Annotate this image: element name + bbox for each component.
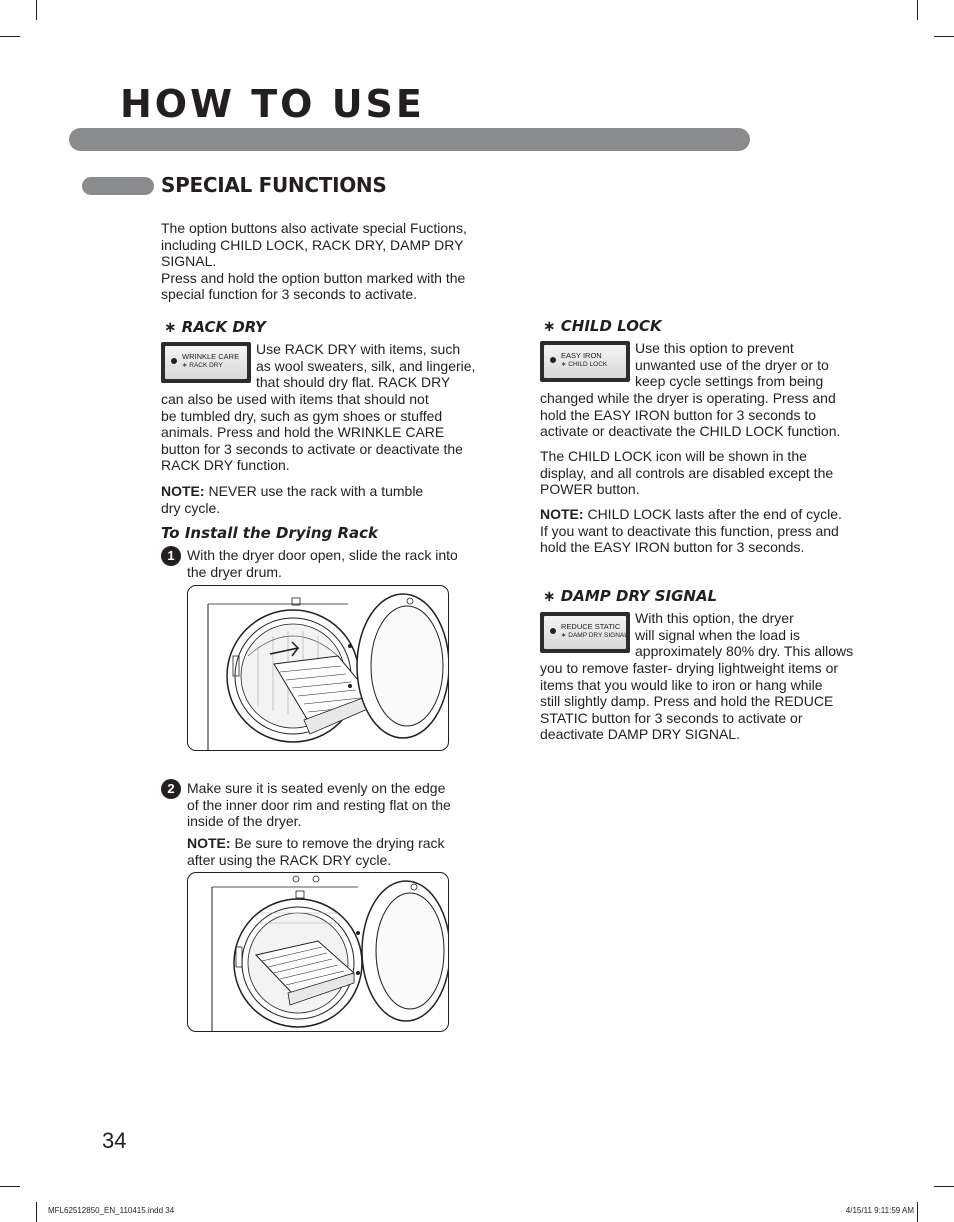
intro-line: Press and hold the option button marked with the xyxy=(161,269,466,286)
text-line xyxy=(187,835,445,852)
rack-seated-illustration xyxy=(187,872,449,1032)
panel-label: REDUCE STATIC xyxy=(561,622,621,631)
crop-mark xyxy=(0,1186,20,1187)
text-line: keep cycle settings from being xyxy=(635,373,824,390)
note-text: CHILD LOCK lasts after the end of cycle. xyxy=(583,506,842,522)
text-line: With the dryer door open, slide the rack into xyxy=(187,547,458,563)
rack-insertion-illustration xyxy=(187,585,449,751)
footer-file-info: MFL62512850_EN_110415.indd 34 xyxy=(48,1206,175,1215)
text-line: changed while the dryer is operating. Press and xyxy=(540,390,836,406)
crop-mark xyxy=(934,1186,954,1187)
text-line xyxy=(540,506,842,523)
crop-mark xyxy=(917,0,918,20)
text-line: as wool sweaters, silk, and lingerie, xyxy=(256,357,476,374)
note-label: NOTE: xyxy=(540,506,584,522)
damp-dry-signal-heading: ∗ DAMP DRY SIGNAL xyxy=(543,587,718,605)
crop-mark xyxy=(917,1202,918,1222)
step-2-text xyxy=(187,780,451,830)
text-line: still slightly damp. Press and hold the REDUCE xyxy=(540,693,834,710)
text-line: that should dry flat. RACK DRY xyxy=(256,374,451,391)
text-line: you to remove faster- drying lightweight items or xyxy=(540,660,839,676)
intro-line: SIGNAL. xyxy=(161,253,217,270)
step-2-note xyxy=(187,835,445,868)
easy-iron-button-panel xyxy=(540,341,630,382)
rack-dry-side-text xyxy=(256,341,475,391)
step-2-number: 2 xyxy=(161,779,181,799)
text-line: items that you would like to iron or hang while xyxy=(540,676,823,693)
text-line: deactivate DAMP DRY SIGNAL. xyxy=(540,726,740,743)
text-line: dry cycle. xyxy=(161,499,221,516)
child-lock-heading: ∗ CHILD LOCK xyxy=(543,317,662,335)
intro-paragraph xyxy=(161,220,467,303)
text-line: display, and all controls are disabled except the xyxy=(540,464,834,481)
note-text: NEVER use the rack with a tumble xyxy=(204,483,424,499)
page-header-title: HOW TO USE xyxy=(120,82,425,126)
panel-label: EASY IRON xyxy=(561,351,602,360)
intro-line: including CHILD LOCK, RACK DRY, DAMP DRY xyxy=(161,236,464,253)
text-line: button for 3 seconds to activate or deactivate the xyxy=(161,440,463,457)
text-line: RACK DRY function. xyxy=(161,457,290,474)
crop-mark xyxy=(36,1202,37,1222)
reduce-static-button-panel xyxy=(540,612,630,653)
intro-line: The option buttons also activate special Fuctions, xyxy=(161,220,467,236)
note-label: NOTE: xyxy=(187,835,231,851)
note-label: NOTE: xyxy=(161,483,205,499)
indicator-dot-icon xyxy=(171,358,177,364)
child-lock-note xyxy=(540,506,842,556)
text-line: activate or deactivate the CHILD LOCK function. xyxy=(540,423,841,440)
panel-sublabel: ∗ RACK DRY xyxy=(182,362,223,369)
crop-mark xyxy=(934,36,954,37)
intro-line: special function for 3 seconds to activate. xyxy=(161,286,418,303)
child-lock-display-info xyxy=(540,448,833,498)
indicator-dot-icon xyxy=(550,628,556,634)
panel-label: WRINKLE CARE xyxy=(182,352,240,361)
text-line: animals. Press and hold the WRINKLE CARE xyxy=(161,424,445,441)
text-line: can also be used with items that should not xyxy=(161,391,429,407)
text-line: Make sure it is seated evenly on the edge xyxy=(187,780,446,796)
dryer-rack-drawing xyxy=(188,586,449,751)
wrinkle-care-button-panel xyxy=(161,342,251,383)
text-line: hold the EASY IRON button for 3 seconds to xyxy=(540,406,817,423)
text-line: With this option, the dryer xyxy=(635,610,794,626)
panel-sublabel: ∗ DAMP DRY SIGNAL xyxy=(561,632,628,639)
install-rack-heading: To Install the Drying Rack xyxy=(161,524,379,542)
indicator-dot-icon xyxy=(550,357,556,363)
text-line: If you want to deactivate this function, press and xyxy=(540,522,839,539)
rack-dry-heading: ∗ RACK DRY xyxy=(164,318,266,336)
child-lock-side-text xyxy=(635,340,829,390)
text-line: be tumbled dry, such as gym shoes or stuffed xyxy=(161,407,443,424)
text-line: inside of the dryer. xyxy=(187,813,302,830)
damp-dry-side-text xyxy=(635,610,853,660)
text-line: the dryer drum. xyxy=(187,563,282,580)
footer-timestamp: 4/15/11 9:11:59 AM xyxy=(845,1206,914,1215)
text-line: Use this option to prevent xyxy=(635,340,794,356)
text-line: unwanted use of the dryer or to xyxy=(635,356,829,373)
text-line: after using the RACK DRY cycle. xyxy=(187,851,392,868)
header-divider-bar xyxy=(69,128,750,151)
section-title: SPECIAL FUNCTIONS xyxy=(161,173,387,197)
text-line: STATIC button for 3 seconds to activate or xyxy=(540,709,803,726)
text-line: approximately 80% dry. This allows xyxy=(635,643,854,660)
text-line: will signal when the load is xyxy=(635,626,800,643)
section-marker xyxy=(82,177,154,195)
note-text: Be sure to remove the drying rack xyxy=(230,835,445,851)
text-line: hold the EASY IRON button for 3 seconds. xyxy=(540,539,805,556)
text-line: POWER button. xyxy=(540,481,640,498)
text-line: Use RACK DRY with items, such xyxy=(256,341,461,357)
step-1-number: 1 xyxy=(161,546,181,566)
dryer-rack-seated-drawing xyxy=(188,873,449,1032)
panel-sublabel: ∗ CHILD LOCK xyxy=(561,361,608,368)
page-number: 34 xyxy=(102,1128,127,1153)
text-line xyxy=(161,483,423,500)
crop-mark xyxy=(36,0,37,20)
rack-dry-description xyxy=(161,391,463,474)
text-line: of the inner door rim and resting flat on the xyxy=(187,796,451,813)
text-line: The CHILD LOCK icon will be shown in the xyxy=(540,448,807,464)
damp-dry-description xyxy=(540,660,838,743)
rack-dry-note xyxy=(161,483,423,516)
crop-mark xyxy=(0,36,20,37)
step-1-text xyxy=(187,547,458,580)
child-lock-description xyxy=(540,390,840,440)
